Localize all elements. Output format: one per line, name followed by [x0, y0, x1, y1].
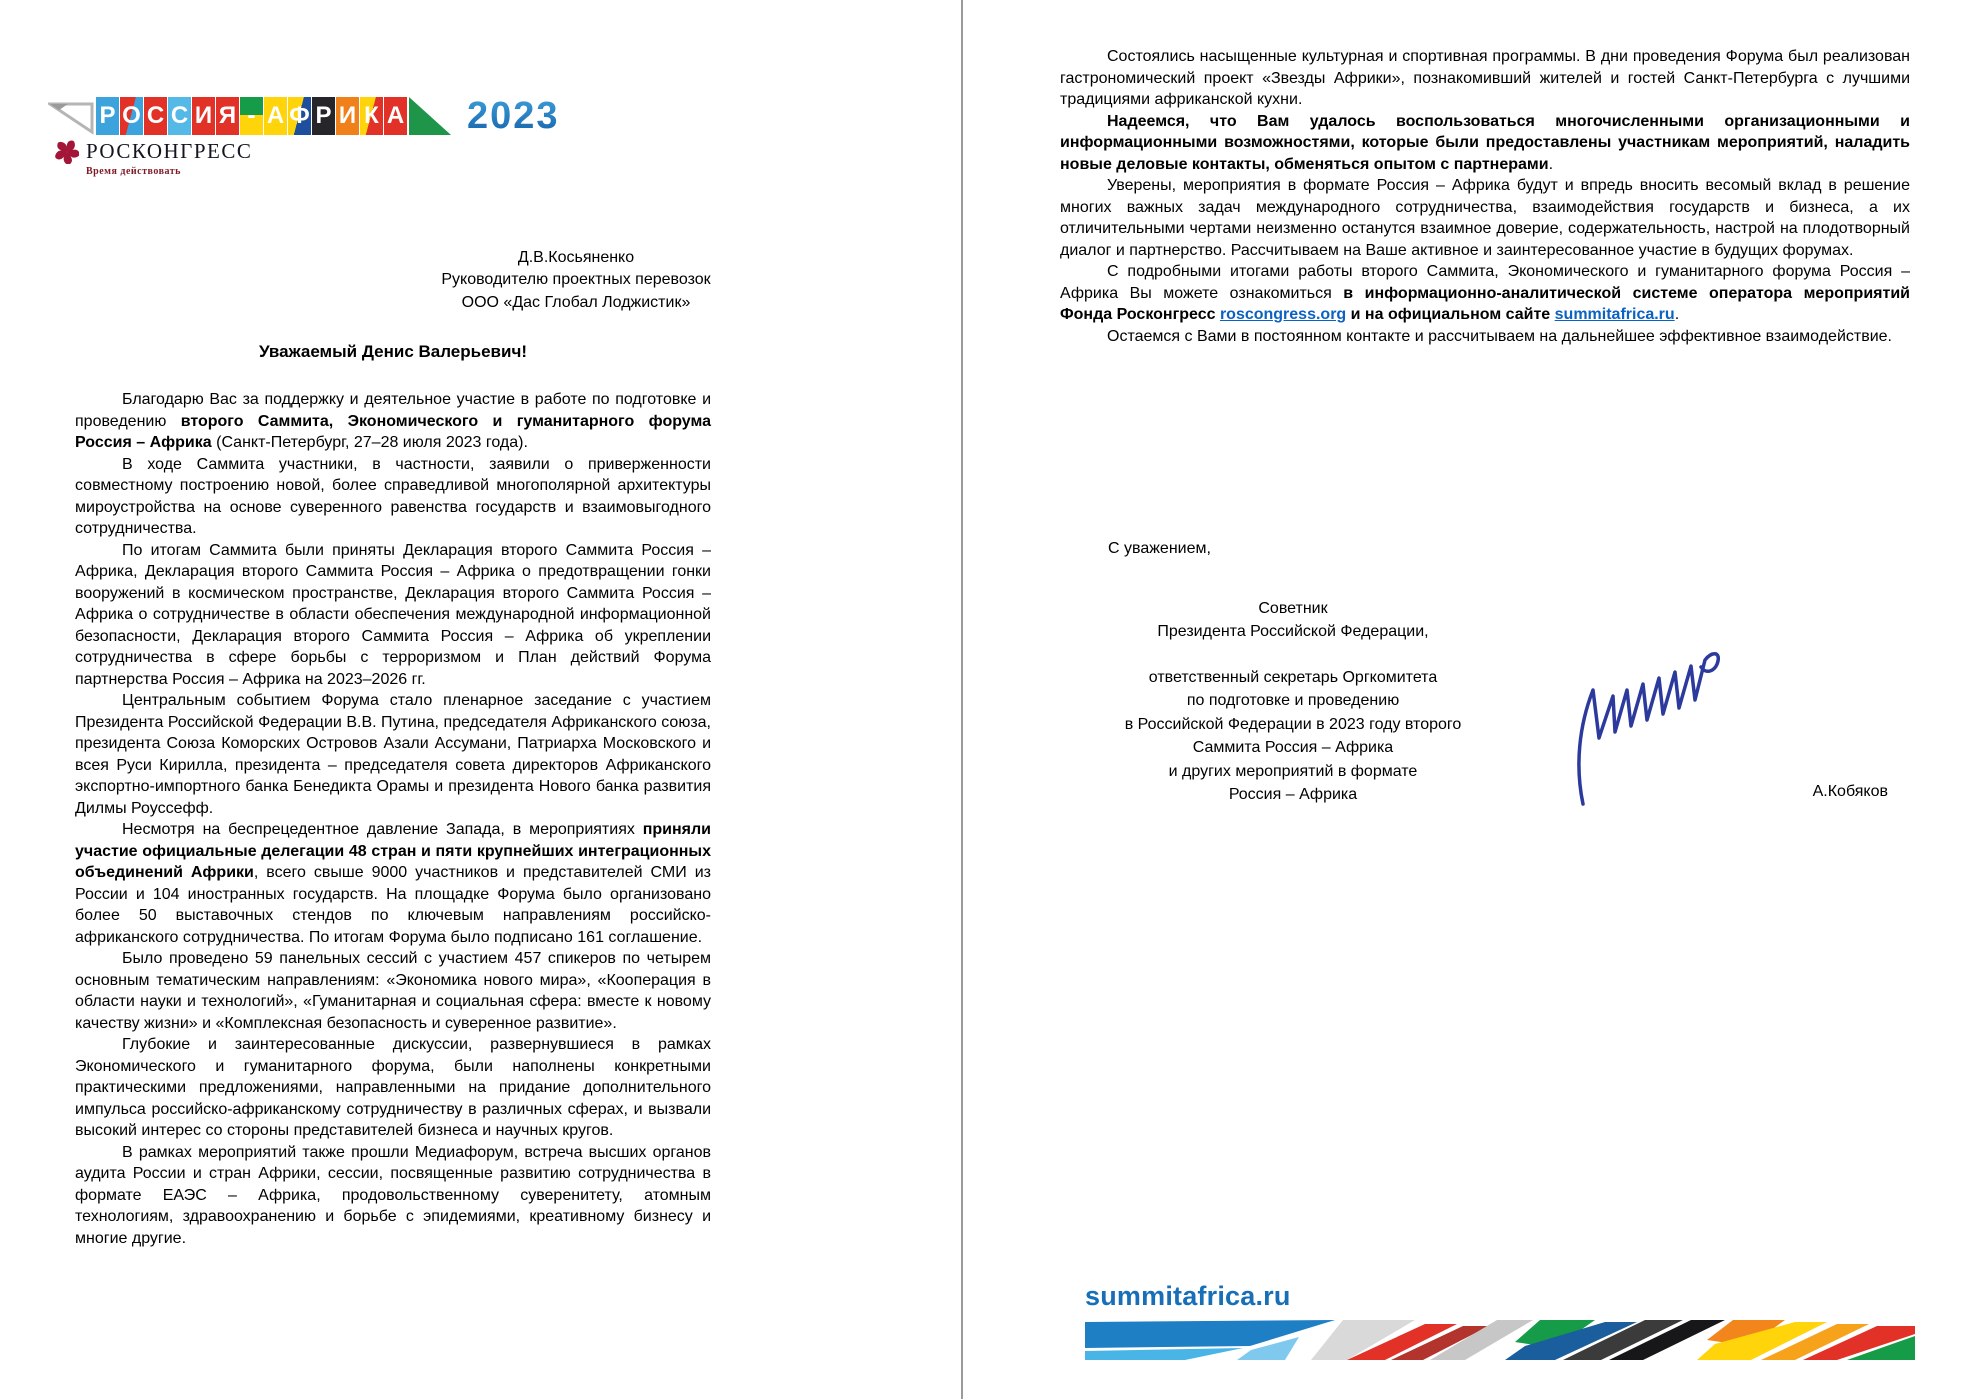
logo-letter-tile: К: [360, 97, 383, 135]
paragraph: Несмотря на беспрецедентное давление Запада, в мероприятиях приняли участие официальные делегации 48 стран и пяти крупнейших интеграционных объединений Африки, всего свыше 9000 участников и представителей СМИ из России и 104 иностранных государств. На площадке Форума было организовано более 50 выставочных стендов по ключевым направлениям российско-африканского сотрудничества. По итогам Форума было подписано 161 соглашение.: [75, 821, 711, 946]
signer-name: А.Кобяков: [1812, 783, 1888, 800]
text-line: Руководителю проектных перевозок: [441, 271, 711, 289]
link-summitafrica[interactable]: summitafrica.ru: [1554, 306, 1675, 323]
logo-letter-tile: С: [144, 97, 167, 135]
paragraph: Было проведено 59 панельных сессий с участием 457 спикеров по четырем основным тематическим направлениям: «Экономика нового мира», «Кооперация в области науки и технологий», «Гуманитарная и социальная сфера: вместе к новому качеству жизни» и «Комплексная безопасность и суверенное развитие».: [75, 950, 711, 1032]
text-line: Президента Российской Федерации,: [1157, 622, 1429, 640]
logo-letter-tile: А: [384, 97, 407, 135]
paragraph: С подробными итогами работы второго Саммита, Экономического и гуманитарного форума Россия – Африка Вы можете ознакомиться в информационно-аналитической системе оператора мероприятий Фонда Росконгресс roscongress.org и на официальном сайте summitafrica.ru.: [1060, 263, 1910, 323]
paragraph: Глубокие и заинтересованные дискуссии, развернувшиеся в рамках Экономического и гуманитарного форума, были наполнены конкретными практическими предложениями, направленными на придание дополнительного импульса российско-африканскому сотрудничеству в различных сферах, и вызвали высокий интерес со стороны представителей бизнеса и научных кругов.: [75, 1036, 711, 1139]
logo-letter-tile: Я: [216, 97, 239, 135]
text-line: Д.В.Косьяненко: [517, 249, 635, 266]
paragraph: Уверены, мероприятия в формате Россия – Африка будут и впредь вносить весомый вклад в решение многих важных задач международного сотрудничества, взаимодействия государств и бизнеса, а их отличительными чертами неизменно останутся взаимное доверие, содержательность, настрой на плодотворный диалог и партнерство. Рассчитываем на Ваше активное и заинтересованное участие в будущих форумах.: [1060, 177, 1910, 259]
logo-letter-tile: А: [264, 97, 287, 135]
roscongress-wordmark: РОСКОНГРЕСС: [86, 139, 253, 163]
paragraph: Остаемся с Вами в постоянном контакте и рассчитываем на дальнейшее эффективное взаимодействие.: [1107, 327, 1892, 345]
logo-letter-tile: И: [336, 97, 359, 135]
roscongress-tagline: Время действовать: [86, 166, 181, 177]
logo-letter-tile: О: [120, 97, 143, 135]
paragraph: Благодарю Вас за поддержку и деятельное участие в работе по подготовке и проведению второго Саммита, Экономического и гуманитарного форума Россия – Африка (Санкт-Петербург, 27–28 июля 2023 года).: [75, 391, 711, 451]
logo-letter-tile: Ф: [288, 97, 311, 135]
closing-line: С уважением,: [1108, 540, 1211, 557]
logo-letter-tile: Р: [312, 97, 335, 135]
text-line: Саммита Россия – Африка: [1192, 739, 1394, 757]
page2-body: [1060, 46, 1910, 347]
paragraph: Центральным событием Форума стало пленарное заседание с участием Президента Российской Федерации В.В. Путина, председателя Африканского союза, президента Союза Коморских Островов Азали Ассумани, Патриарха Московского и всея Руси Кирилла, президента – председателя совета директоров Африканского экспортно-импортного банка Бенедикта Орамы и президента Нового банка развития Дилмы Роуссефф.: [75, 692, 711, 817]
logo-letter-tile: -: [240, 97, 263, 135]
logo-letter-tile: С: [168, 97, 191, 135]
link-roscongress[interactable]: roscongress.org: [1219, 306, 1347, 323]
logo-green-triangle-icon: [409, 97, 451, 135]
footer-site-url: summitafrica.ru: [1085, 1281, 1291, 1311]
logo-lead-triangle-icon: [48, 97, 94, 135]
paragraph: В рамках мероприятий также прошли Медиафорум, встреча высших органов аудита России и стран Африки, сессии, посвященные развитию сотрудничества в формате ЕАЭС – Африка, продовольственному суверенитету, атомным технологиям, здравоохранению и борьбе с эпидемиями, креативному бизнесу и многие другие.: [75, 1143, 711, 1247]
logo-letter-tile: Р: [96, 97, 119, 135]
letter-page-2: [963, 0, 1980, 1399]
text-line: по подготовке и проведению: [1186, 692, 1400, 710]
paragraph: Состоялись насыщенные культурная и спортивная программы. В дни проведения Форума был реализован гастрономический проект «Звезды Африки», познакомивший жителей и гостей Санкт-Петербурга с лучшими традициями африканской кухни.: [1060, 48, 1910, 108]
text-line: и других мероприятий в формате: [1168, 762, 1418, 780]
russia-africa-logo: [48, 95, 560, 137]
paragraph: Надеемся, что Вам удалось воспользоваться многочисленными организационными и информационными возможностями, которые были предоставлены участникам мероприятий, наладить новые деловые контакты, обменяться опытом с партнерами.: [1060, 112, 1910, 173]
roscongress-logo: [55, 139, 252, 164]
letter-page-1: [0, 0, 961, 1399]
handwritten-signature: [1563, 628, 1738, 808]
text-line: ответственный секретарь Оргкомитета: [1148, 669, 1438, 686]
page1-body: [75, 389, 711, 1249]
salutation: Уважаемый Денис Валерьевич!: [259, 342, 527, 361]
text-line: в Российской Федерации в 2023 году второго: [1124, 715, 1462, 733]
logo-letter-tiles: [96, 97, 408, 135]
signoff-title-bottom: [1105, 666, 1481, 806]
footer-stripe: [1085, 1320, 1915, 1360]
logo-letter-tile: И: [192, 97, 215, 135]
recipient-block: [440, 247, 712, 314]
logo-year: 2023: [467, 94, 560, 137]
text-line: ООО «Дас Глобал Лоджистик»: [461, 293, 691, 311]
paragraph: По итогам Саммита были приняты Декларация второго Саммита Россия – Африка, Декларация второго Саммита Россия – Африка о предотвращении гонки вооружений в космическом пространстве, Декларация второго Саммита Россия – Африка о сотрудничестве в области обеспечения международной информационной безопасности, Декларация второго Саммита Россия – Африка об укреплении сотрудничества в сфере борьбы с терроризмом и План действий Форума партнерства Россия – Африка на 2023–2026 гг.: [75, 541, 711, 688]
paragraph: В ходе Саммита участники, в частности, заявили о приверженности совместному построению новой, более справедливой многополярной архитектуры мироустройства на основе суверенного равенства государств и взаимовыгодного сотрудничества.: [75, 455, 711, 537]
roscongress-pinwheel-icon: [55, 140, 79, 164]
signoff-title-top: [1105, 598, 1481, 643]
text-line: Россия – Африка: [1228, 786, 1358, 804]
text-line: Советник: [1258, 600, 1328, 617]
